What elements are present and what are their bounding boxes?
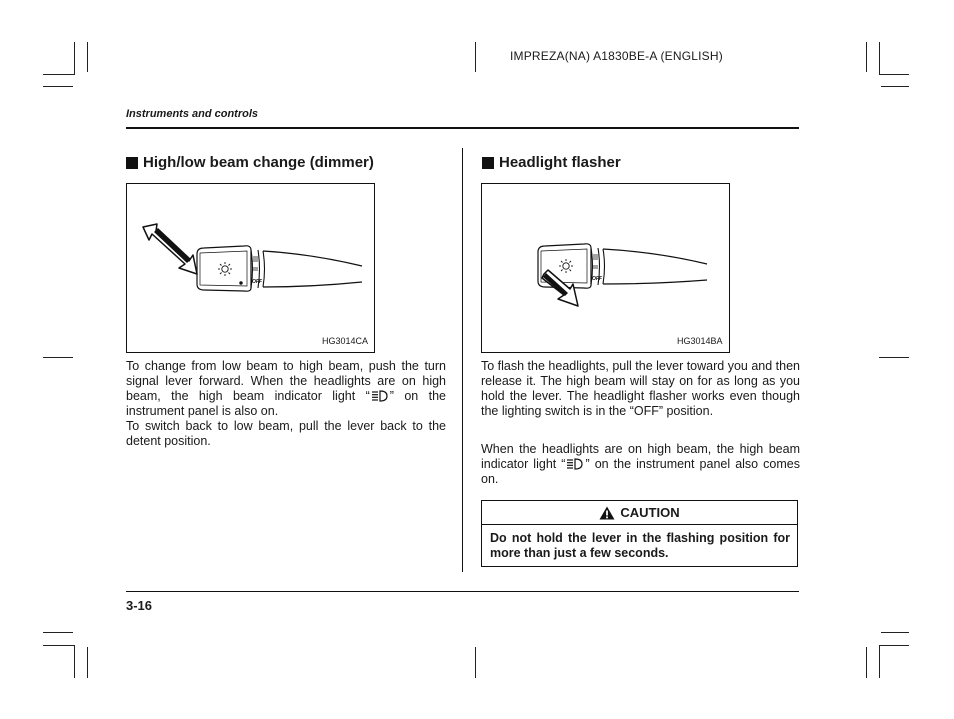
caution-box bbox=[481, 500, 798, 567]
crop-mark bbox=[87, 647, 88, 678]
crop-mark bbox=[43, 74, 75, 75]
crop-mark bbox=[881, 632, 909, 633]
caution-text: Do not hold the lever in the flashing position for more than just a few seconds. bbox=[490, 531, 790, 560]
figure-code: HG3014CA bbox=[322, 336, 369, 346]
black-square-icon bbox=[482, 157, 494, 169]
flasher-paragraph-2: When the headlights are on high beam, the high beam indicator light “ ” on the instrument panel also comes on. bbox=[481, 442, 801, 486]
crop-mark bbox=[475, 647, 476, 678]
caution-title: CAUTION bbox=[620, 505, 680, 520]
dimmer-heading-text: High/low beam change (dimmer) bbox=[143, 154, 374, 171]
crop-mark bbox=[879, 357, 909, 358]
off-label: OFF bbox=[592, 276, 602, 282]
crop-mark bbox=[881, 86, 909, 87]
black-square-icon bbox=[126, 157, 138, 169]
section-title: Instruments and controls bbox=[126, 108, 259, 120]
flasher-paragraph-1: To flash the headlights, pull the lever toward you and then release it. The high beam will stay on for as long as you hold the lever. The headlight flasher works even though the lighting switch is in the “OFF” position. bbox=[481, 359, 800, 418]
crop-mark bbox=[74, 645, 75, 678]
crop-mark bbox=[43, 357, 73, 358]
off-label: OFF bbox=[252, 279, 262, 285]
crop-mark bbox=[43, 632, 73, 633]
high-beam-indicator-icon bbox=[566, 458, 584, 470]
crop-mark bbox=[879, 645, 880, 678]
high-beam-indicator-icon bbox=[371, 390, 389, 402]
caution-header bbox=[482, 501, 797, 525]
warning-triangle-icon bbox=[599, 506, 615, 520]
double-arrow-icon bbox=[143, 224, 197, 274]
page-number: 3-16 bbox=[126, 598, 153, 613]
crop-mark bbox=[43, 645, 75, 646]
crop-mark bbox=[866, 647, 867, 678]
flasher-heading-text: Headlight flasher bbox=[499, 154, 621, 171]
header-rule bbox=[126, 127, 799, 129]
flasher-figure bbox=[481, 183, 730, 353]
crop-mark bbox=[879, 645, 909, 646]
lever-push-illustration bbox=[127, 184, 376, 354]
dimmer-figure bbox=[126, 183, 375, 353]
crop-mark bbox=[879, 74, 909, 75]
dimmer-paragraph-1: To change from low beam to high beam, push the turn signal lever forward. When the headlights are on high beam, the high beam indicator light “ ” on the instrument panel is also on. bbox=[126, 359, 447, 418]
document-id: IMPREZA(NA) A1830BE-A (ENGLISH) bbox=[510, 49, 723, 63]
footer-rule bbox=[126, 591, 799, 592]
dimmer-paragraph-2: To switch back to low beam, pull the lever back to the detent position. bbox=[126, 419, 446, 448]
crop-mark bbox=[74, 42, 75, 75]
crop-mark bbox=[475, 42, 476, 72]
lever-pull-illustration bbox=[482, 184, 731, 354]
column-divider bbox=[462, 148, 463, 572]
crop-mark bbox=[879, 42, 880, 75]
crop-mark bbox=[43, 86, 73, 87]
flasher-heading bbox=[482, 154, 621, 171]
dimmer-heading bbox=[126, 154, 374, 171]
crop-mark bbox=[866, 42, 867, 72]
figure-code: HG3014BA bbox=[677, 336, 723, 346]
crop-mark bbox=[87, 42, 88, 72]
